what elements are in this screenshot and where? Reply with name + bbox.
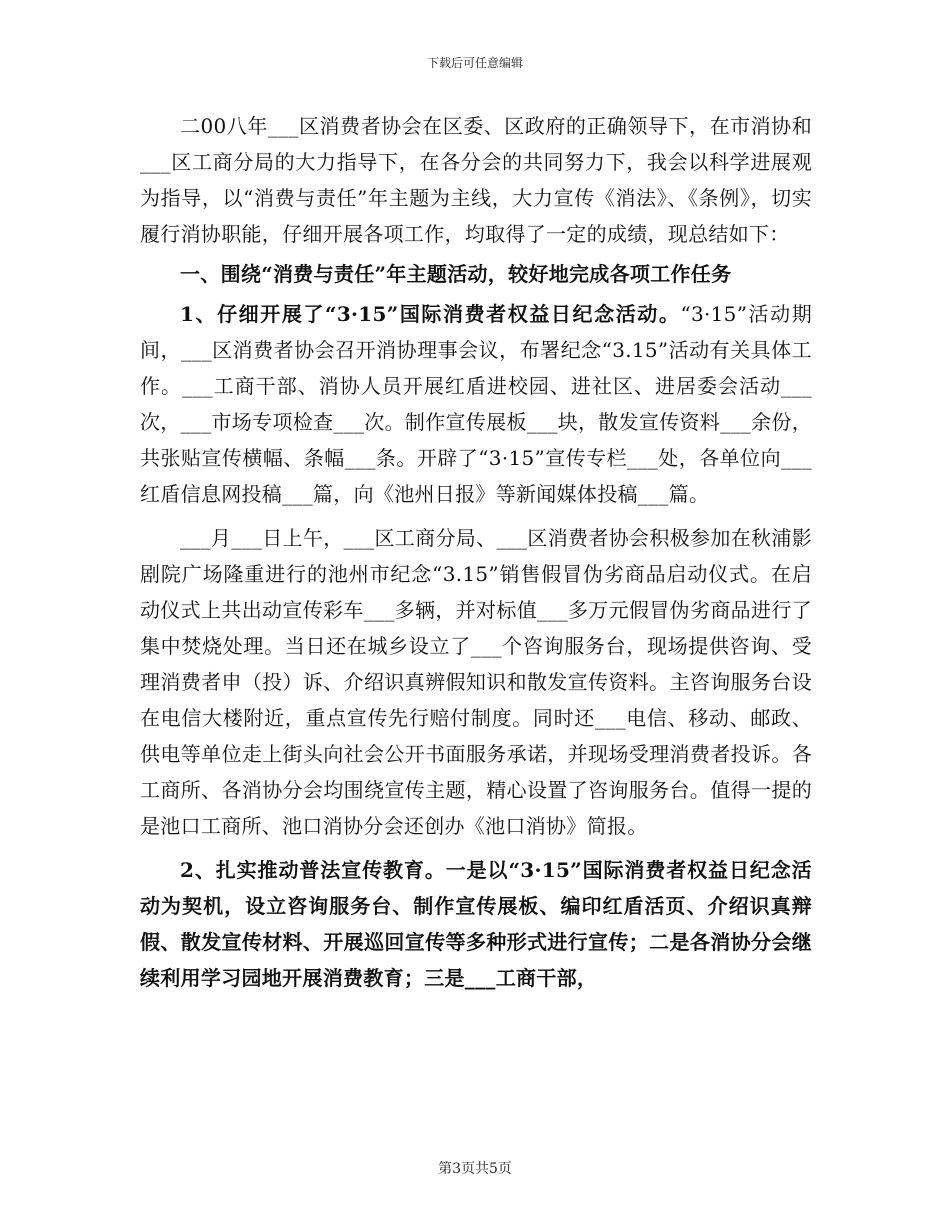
page-header: 下载后可任意编辑 bbox=[426, 56, 523, 70]
event-paragraph: ___月___日上午，___区工商分局、___区消费者协会积极参加在秋浦影剧院广场隆重进行的池州市纪念“3.15”销售假冒伪劣商品启动仪式。在启动仪式上共出动宣传彩车___多辆，并对标值___多万元假冒伪劣商品进行了集中焚烧处理。当日还在城乡设立了___个咨询服务台，现场提供咨询、受理消费者申（投）诉、介绍识真辨假知识和散发宣传资料。主咨询服务台设在电信大楼附近，重点宣传先行赔付制度。同时还___电信、移动、邮政、供电等单位走上街头向社会公开书面服务承诺，并现场受理消费者投诉。各工商所、各消协分会均围绕宣传主题，精心设置了咨询服务台。值得一提的是池口工商所、池口消协分会还创办《池口消协》简报。 bbox=[140, 526, 812, 838]
item-1-paragraph bbox=[140, 296, 812, 512]
section-heading-1: 一、围绕“消费与责任”年主题活动，较好地完成各项工作任务 bbox=[180, 262, 732, 286]
item-2-paragraph: 2、扎实推动普法宣传教育。一是以“3·15”国际消费者权益日纪念活动为契机，设立咨询服务台、制作宣传展板、编印红盾活页、介绍识真辩假、散发宣传材料、开展巡回宣传等多种形式进行宣传；二是各消协分会继续利用学习园地开展消费教育；三是___工商干部， bbox=[140, 858, 812, 990]
page-footer: 第3页共5页 bbox=[438, 1161, 512, 1177]
item-1-heading: 1、仔细开展了“3·15”国际消费者权益日纪念活动。 bbox=[180, 302, 681, 326]
document-body bbox=[140, 108, 812, 996]
item-1-body: “3·15”活动期间，___区消费者协会召开消协理事会议，布署纪念“3.15”活动有关具体工作。___工商干部、消协人员开展红盾进校园、进社区、进居委会活动___次，___市场专项检查___次。制作宣传展板___块，散发宣传资料___余份，共张贴宣传横幅、条幅___条。开辟了“3·15”宣传专栏___处，各单位向___红盾信息网投稿___篇，向《池州日报》等新闻媒体投稿___篇。 bbox=[140, 302, 812, 506]
intro-paragraph: 二00八年___区消费者协会在区委、区政府的正确领导下，在市消协和___区工商分局的大力指导下，在各分会的共同努力下，我会以科学进展观为指导，以“消费与责任”年主题为主线，大力宣传《消法》、《条例》，切实履行消协职能，仔细开展各项工作，均取得了一定的成绩，现总结如下： bbox=[140, 114, 812, 246]
